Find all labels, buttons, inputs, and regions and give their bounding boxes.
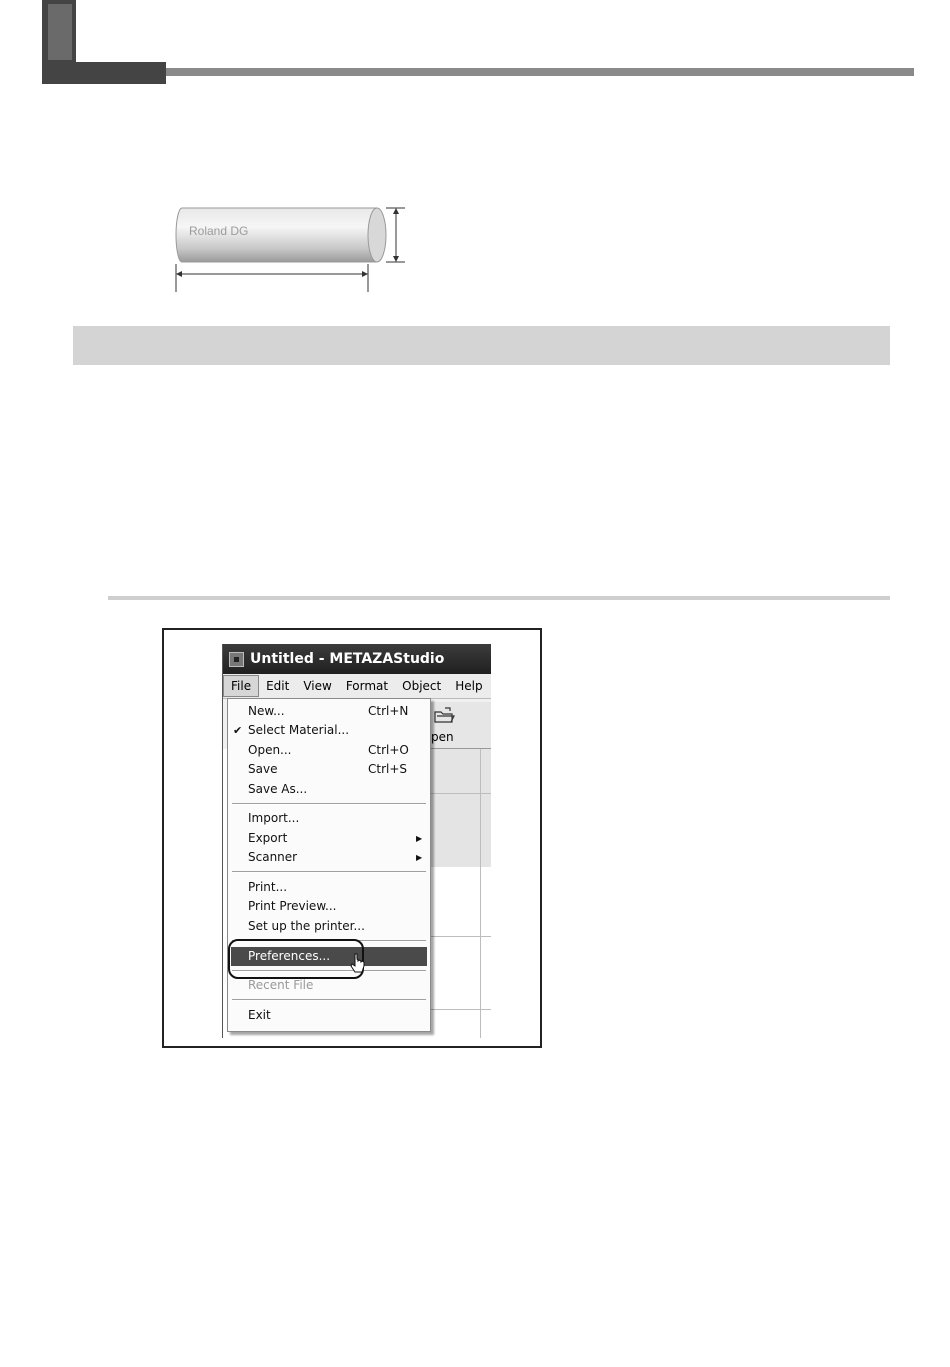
cylinder-dimension-figure [160,198,420,298]
menu-format-label: Format [345,679,389,693]
submenu-arrow-icon: ▶ [416,834,423,843]
menu-item-shortcut: Ctrl+S [368,762,408,776]
menu-item-label: Print Preview... [248,899,337,913]
app-icon [229,652,244,667]
menu-item-label: Scanner [248,850,298,864]
menu-item-shortcut: Ctrl+N [368,704,409,718]
menu-item-label: Exit [248,1008,271,1022]
menu-file-label: File [231,679,252,693]
menu-format[interactable] [339,675,395,697]
screenshot-frame [162,628,542,1048]
menu-item-exit[interactable] [228,1006,428,1025]
menu-item-print[interactable] [228,878,428,897]
submenu-arrow-icon: ▶ [416,853,423,862]
grid-line [428,793,491,794]
menu-item-select-material[interactable] [228,721,428,740]
menu-file[interactable] [223,675,259,697]
menu-item-save-as[interactable] [228,780,428,799]
menu-item-label: Save [248,762,278,776]
menu-edit[interactable] [259,675,296,697]
menu-view[interactable] [296,675,338,697]
toolbar-open-button[interactable] [423,702,491,749]
menu-item-label: Print... [248,880,288,894]
cylinder-label: Roland DG [189,224,249,238]
file-menu-dropdown [227,698,431,1032]
menu-help-label: Help [455,679,483,693]
menu-object[interactable] [395,675,448,697]
menu-item-scanner[interactable] [228,848,428,867]
menu-item-save[interactable] [228,760,428,779]
preferences-callout [228,939,364,979]
menu-separator [232,871,426,873]
menu-bar [223,674,491,699]
menu-item-new[interactable] [228,702,428,721]
checkmark-icon: ✔ [233,724,243,737]
menu-item-export[interactable] [228,829,428,848]
header-corner-foot [42,62,166,84]
grid-line [428,1009,491,1010]
header-corner-inner [48,4,72,60]
menu-item-label: Export [248,831,288,845]
title-bar [223,644,491,674]
header-rule [166,68,914,76]
menu-item-shortcut: Ctrl+O [368,743,409,757]
menu-item-setup-printer[interactable] [228,917,428,936]
side-panel [428,749,491,867]
menu-item-import[interactable] [228,809,428,828]
menu-item-label: New... [248,704,285,718]
menu-item-label: Save As... [248,782,308,796]
menu-item-label: Recent File [248,978,314,992]
menu-item-label: Select Material... [248,723,350,737]
open-folder-icon [433,706,455,724]
section-band [73,326,890,365]
menu-item-label: Set up the printer... [248,919,365,933]
menu-view-label: View [303,679,332,693]
window-title: Untitled - METAZAStudio [250,651,445,667]
grid-line [428,936,491,937]
menu-item-open[interactable] [228,741,428,760]
menu-item-print-preview[interactable] [228,897,428,916]
menu-object-label: Object [402,679,442,693]
mouse-cursor-icon [350,953,366,975]
menu-item-label: Preferences... [248,949,331,963]
toolbar-open-label: pen [431,730,454,744]
menu-edit-label: Edit [266,679,290,693]
subsection-rule [108,596,890,600]
menu-item-label: Open... [248,743,292,757]
app-window [222,644,491,1038]
menu-separator [232,803,426,805]
menu-item-label: Import... [248,811,300,825]
menu-separator [232,999,426,1001]
menu-help[interactable] [448,675,489,697]
